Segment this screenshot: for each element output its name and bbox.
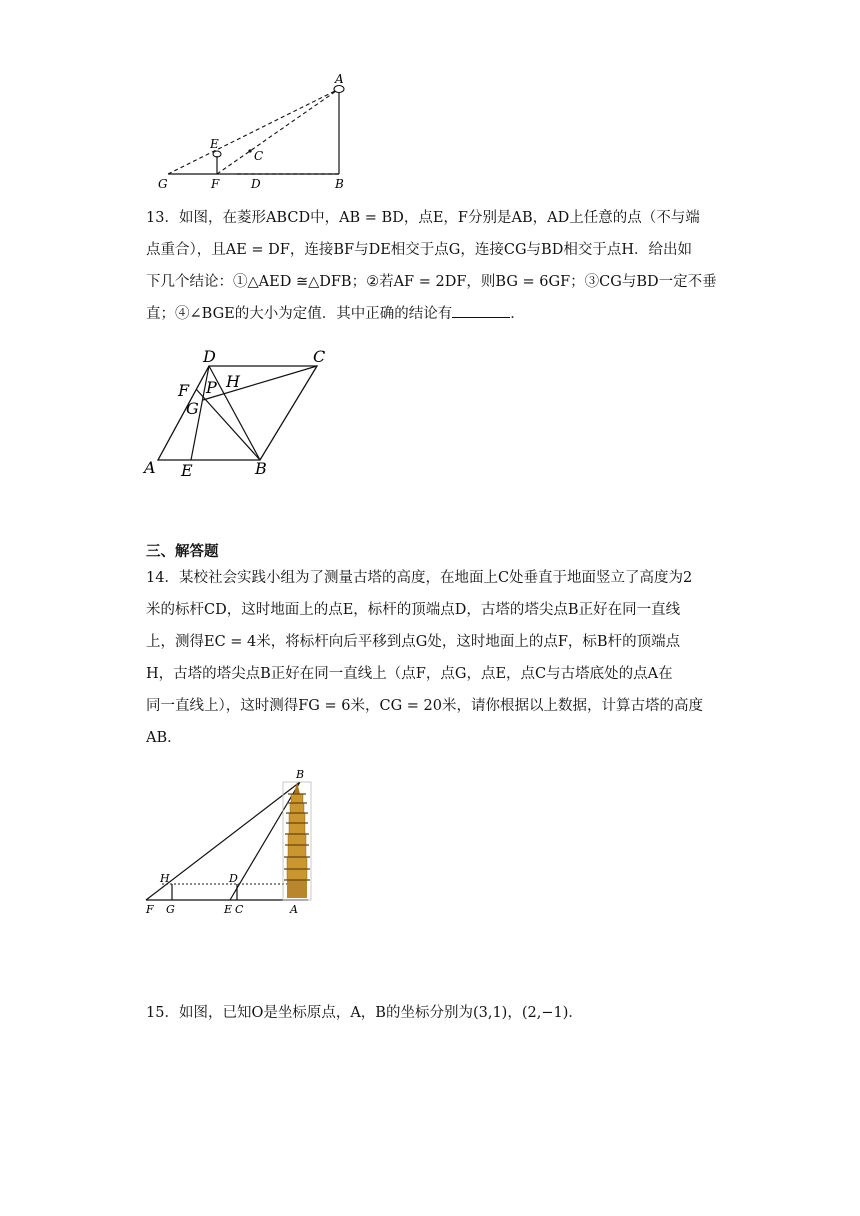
fig3-label-G: G (166, 903, 175, 916)
fig3-label-C: C (235, 903, 244, 916)
fig1-label-D: D (251, 177, 261, 191)
fig2-label-F: F (178, 381, 190, 400)
fig2-label-D: D (203, 347, 216, 366)
fig2-label-C: C (313, 347, 326, 366)
question-13 (146, 202, 726, 330)
fig3-label-H: H (160, 872, 170, 885)
q14-line-2: 米的标杆CD，这时地面上的点E，标杆的顶端点D，古塔的塔尖点B正好在同一直线 (146, 602, 681, 618)
q13-line-4 (146, 298, 726, 330)
fig2-label-B: B (255, 459, 267, 478)
fig1-label-C: C (254, 149, 264, 163)
fig2-label-P: P (206, 378, 217, 397)
fig3-label-F: F (146, 903, 154, 916)
q15-line-1: 15．如图，已知O是坐标原点，A，B的坐标分别为(3,1)，(2,−1)． (146, 1005, 583, 1021)
fig2-label-H: H (226, 372, 240, 391)
question-15 (146, 997, 726, 1029)
fig3-label-A: A (290, 903, 298, 916)
q14-line-3: 上，测得EC = 4米，将标杆向后平移到点G处，这时地面上的点F，标B杆的顶端点 (146, 634, 681, 650)
fig1-label-G: G (158, 177, 168, 191)
q14-line-4: H，古塔的塔尖点B正好在同一直线上（点F，点G，点E，点C与古塔底处的点A在 (146, 666, 673, 682)
answer-blank[interactable] (452, 303, 510, 318)
fig1-label-A: A (335, 72, 344, 86)
fig1-label-E: E (210, 137, 219, 151)
q13-line-2: 点重合），且AE = DF，连接BF与DE相交于点G，连接CG与BD相交于点H．给出如 (146, 242, 692, 258)
q13-line-4-text: 直；④∠BGE的大小为定值．其中正确的结论有 (146, 306, 453, 322)
q14-line-1: 14．某校社会实践小组为了测量古塔的高度，在地面上C处垂直于地面竖立了高度为2 (146, 570, 693, 586)
pagoda-icon (284, 782, 310, 898)
fig3-label-B: B (296, 768, 305, 781)
section-3-heading: 三、解答题 (146, 543, 219, 560)
fig3-label-E: E (224, 903, 233, 916)
fig2-label-E: E (181, 461, 193, 480)
q13-line-1: 13．如图，在菱形ABCD中，AB = BD，点E，F分别是AB，AD上任意的点（不与端 (146, 210, 700, 226)
q14-line-5: 同一直线上），这时测得FG = 6米，CG = 20米，请你根据以上数据，计算古塔的高度 (146, 698, 703, 714)
figure-2-rhombus (140, 340, 340, 485)
q13-line-3: 下几个结论：①△AED ≅△DFB；②若AF = 2DF，则BG = 6GF；③CG与BD一定不垂 (146, 274, 717, 290)
q14-line-6: AB． (146, 730, 182, 746)
fig2-label-A: A (144, 458, 156, 477)
question-14 (146, 562, 726, 754)
fig3-label-D: D (229, 872, 238, 885)
figure-3-pagoda-diagram (140, 768, 340, 918)
q13-line-4-end: ． (510, 306, 525, 322)
figure-1-diagram (150, 70, 360, 195)
fig2-label-G: G (186, 399, 199, 418)
fig1-label-F: F (211, 177, 220, 191)
fig1-label-B: B (335, 177, 344, 191)
